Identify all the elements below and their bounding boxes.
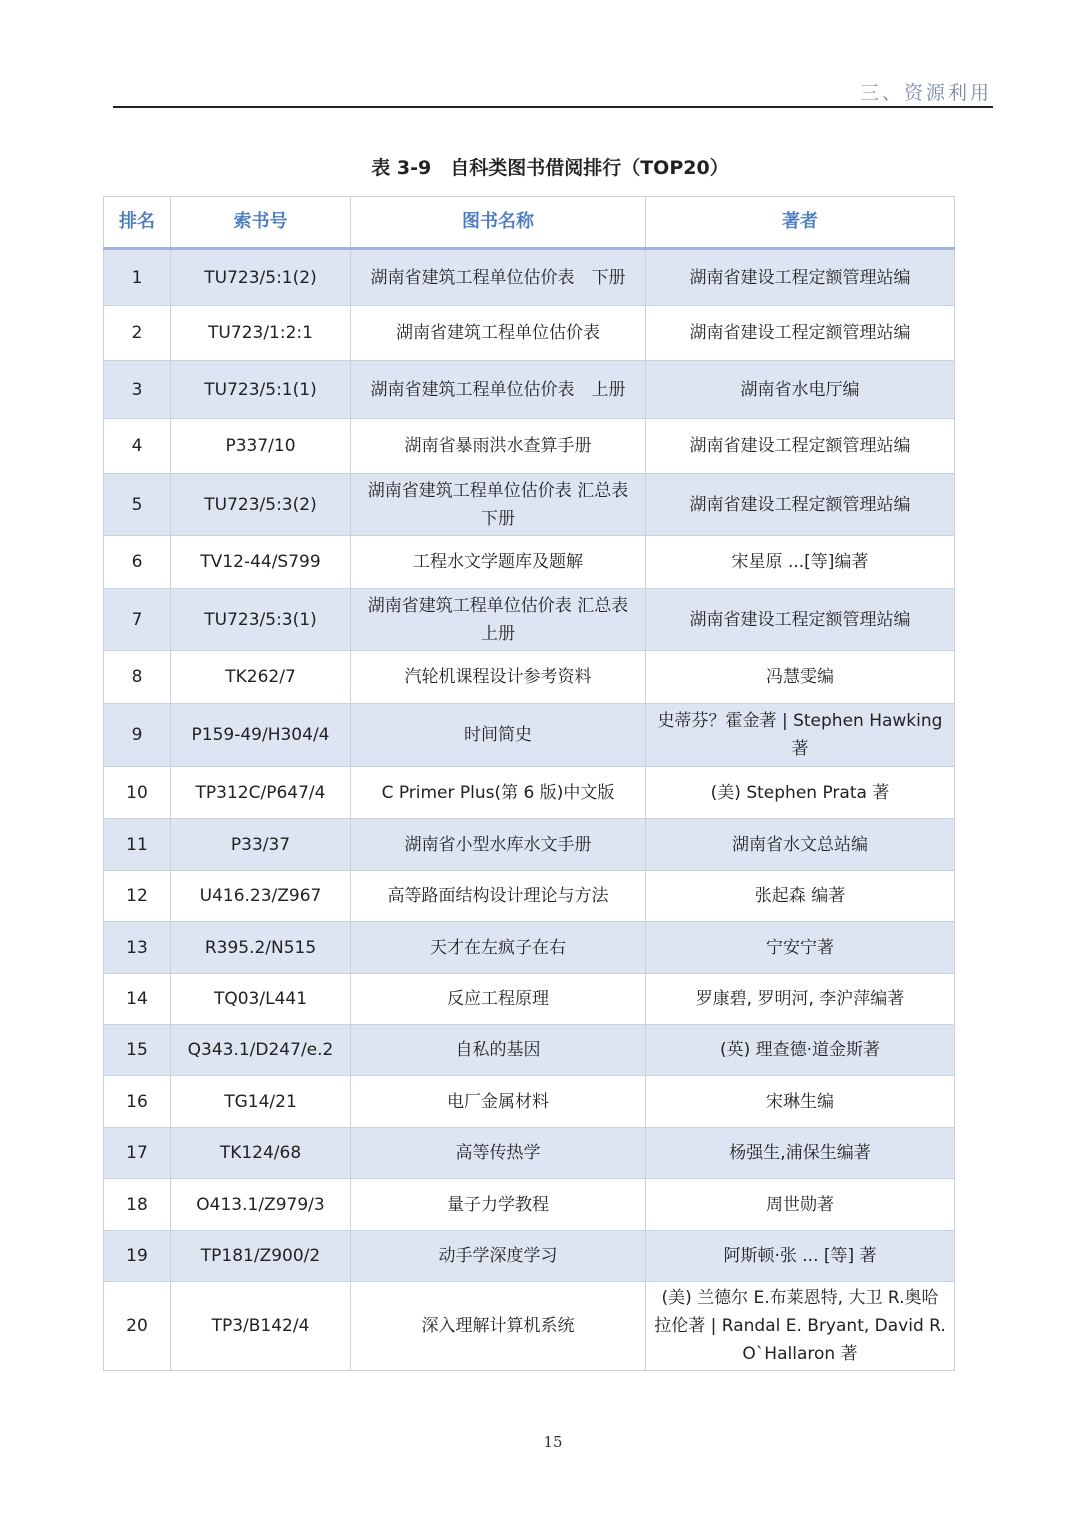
- table-row: [104, 306, 955, 361]
- table-row: [104, 819, 955, 871]
- cell-author: 湖南省建设工程定额管理站编: [646, 249, 955, 306]
- cell-rank: 11: [104, 819, 171, 871]
- cell-author: 周世勋著: [646, 1179, 955, 1231]
- cell-rank: 2: [104, 306, 171, 361]
- table-row: [104, 651, 955, 704]
- col-call-number: 索书号: [171, 197, 351, 249]
- cell-book-title: 湖南省建筑工程单位估价表 下册: [351, 249, 646, 306]
- cell-rank: 6: [104, 536, 171, 589]
- cell-author: 湖南省水文总站编: [646, 819, 955, 871]
- cell-rank: 19: [104, 1231, 171, 1282]
- header-rule: [113, 106, 993, 108]
- cell-call-number: R395.2/N515: [171, 922, 351, 974]
- cell-author: 张起森 编著: [646, 871, 955, 922]
- cell-call-number: P337/10: [171, 419, 351, 474]
- cell-book-title: 高等传热学: [351, 1128, 646, 1179]
- cell-book-title: 湖南省建筑工程单位估价表 汇总表 下册: [351, 474, 646, 536]
- table-row: [104, 419, 955, 474]
- cell-call-number: Q343.1/D247/e.2: [171, 1025, 351, 1076]
- cell-book-title: 高等路面结构设计理论与方法: [351, 871, 646, 922]
- cell-call-number: TK124/68: [171, 1128, 351, 1179]
- cell-call-number: U416.23/Z967: [171, 871, 351, 922]
- table-row: [104, 1025, 955, 1076]
- cell-rank: 14: [104, 974, 171, 1025]
- cell-rank: 1: [104, 249, 171, 306]
- cell-author: 宁安宁著: [646, 922, 955, 974]
- table-row: [104, 922, 955, 974]
- table-row: [104, 589, 955, 651]
- cell-book-title: C Primer Plus(第 6 版)中文版: [351, 767, 646, 819]
- table-row: [104, 1076, 955, 1128]
- cell-book-title: 深入理解计算机系统: [351, 1282, 646, 1371]
- table-row: [104, 1231, 955, 1282]
- cell-call-number: TK262/7: [171, 651, 351, 704]
- cell-call-number: TU723/5:1(2): [171, 249, 351, 306]
- cell-rank: 10: [104, 767, 171, 819]
- cell-rank: 17: [104, 1128, 171, 1179]
- cell-book-title: 电厂金属材料: [351, 1076, 646, 1128]
- cell-author: (美) Stephen Prata 著: [646, 767, 955, 819]
- cell-call-number: P159-49/H304/4: [171, 704, 351, 767]
- cell-call-number: TG14/21: [171, 1076, 351, 1128]
- cell-book-title: 自私的基因: [351, 1025, 646, 1076]
- cell-call-number: TU723/5:1(1): [171, 361, 351, 419]
- table-row: [104, 474, 955, 536]
- cell-call-number: TP181/Z900/2: [171, 1231, 351, 1282]
- cell-book-title: 反应工程原理: [351, 974, 646, 1025]
- cell-call-number: TP3/B142/4: [171, 1282, 351, 1371]
- cell-rank: 8: [104, 651, 171, 704]
- table-row: [104, 767, 955, 819]
- cell-rank: 5: [104, 474, 171, 536]
- table-row: [104, 361, 955, 419]
- cell-author: 湖南省建设工程定额管理站编: [646, 589, 955, 651]
- cell-author: 冯慧雯编: [646, 651, 955, 704]
- cell-rank: 12: [104, 871, 171, 922]
- table-row: [104, 974, 955, 1025]
- table-title: 表 3-9 自科类图书借阅排行（TOP20）: [371, 157, 729, 179]
- cell-call-number: TQ03/L441: [171, 974, 351, 1025]
- cell-author: 杨强生,浦保生编著: [646, 1128, 955, 1179]
- cell-rank: 20: [104, 1282, 171, 1371]
- cell-call-number: O413.1/Z979/3: [171, 1179, 351, 1231]
- table-row: [104, 1179, 955, 1231]
- cell-book-title: 湖南省小型水库水文手册: [351, 819, 646, 871]
- col-author: 著者: [646, 197, 955, 249]
- table-row: [104, 536, 955, 589]
- cell-author: (美) 兰德尔 E.布莱恩特, 大卫 R.奥哈拉伦著 | Randal E. Bryant, David R. O`Hallaron 著: [646, 1282, 955, 1371]
- table-header-row: [104, 197, 955, 249]
- cell-book-title: 时间简史: [351, 704, 646, 767]
- cell-rank: 3: [104, 361, 171, 419]
- cell-rank: 18: [104, 1179, 171, 1231]
- col-rank: 排名: [104, 197, 171, 249]
- cell-book-title: 湖南省建筑工程单位估价表 汇总表 上册: [351, 589, 646, 651]
- cell-rank: 9: [104, 704, 171, 767]
- cell-book-title: 汽轮机课程设计参考资料: [351, 651, 646, 704]
- cell-call-number: TU723/5:3(1): [171, 589, 351, 651]
- cell-rank: 7: [104, 589, 171, 651]
- cell-book-title: 动手学深度学习: [351, 1231, 646, 1282]
- cell-author: 阿斯顿·张 ... [等] 著: [646, 1231, 955, 1282]
- cell-call-number: TP312C/P647/4: [171, 767, 351, 819]
- cell-rank: 4: [104, 419, 171, 474]
- cell-book-title: 工程水文学题库及题解: [351, 536, 646, 589]
- page-number: 15: [543, 1433, 563, 1451]
- table-row: [104, 1128, 955, 1179]
- cell-author: 宋星原 ...[等]编著: [646, 536, 955, 589]
- cell-author: 湖南省水电厅编: [646, 361, 955, 419]
- section-header: 三、资源利用: [859, 82, 992, 104]
- table-row: [104, 871, 955, 922]
- cell-call-number: TU723/1:2:1: [171, 306, 351, 361]
- cell-author: 罗康碧, 罗明河, 李沪萍编著: [646, 974, 955, 1025]
- cell-author: 湖南省建设工程定额管理站编: [646, 306, 955, 361]
- cell-book-title: 湖南省暴雨洪水查算手册: [351, 419, 646, 474]
- cell-book-title: 湖南省建筑工程单位估价表: [351, 306, 646, 361]
- cell-call-number: P33/37: [171, 819, 351, 871]
- cell-rank: 15: [104, 1025, 171, 1076]
- col-book-title: 图书名称: [351, 197, 646, 249]
- cell-book-title: 天才在左疯子在右: [351, 922, 646, 974]
- cell-author: 史蒂芬？霍金著 | Stephen Hawking 著: [646, 704, 955, 767]
- cell-author: 湖南省建设工程定额管理站编: [646, 419, 955, 474]
- table-row: [104, 1282, 955, 1371]
- cell-call-number: TV12-44/S799: [171, 536, 351, 589]
- cell-call-number: TU723/5:3(2): [171, 474, 351, 536]
- cell-rank: 13: [104, 922, 171, 974]
- cell-author: (英) 理查德·道金斯著: [646, 1025, 955, 1076]
- ranking-table: [103, 196, 955, 1371]
- table-row: [104, 704, 955, 767]
- cell-author: 湖南省建设工程定额管理站编: [646, 474, 955, 536]
- cell-book-title: 湖南省建筑工程单位估价表 上册: [351, 361, 646, 419]
- cell-rank: 16: [104, 1076, 171, 1128]
- table-row: [104, 249, 955, 306]
- cell-author: 宋琳生编: [646, 1076, 955, 1128]
- cell-book-title: 量子力学教程: [351, 1179, 646, 1231]
